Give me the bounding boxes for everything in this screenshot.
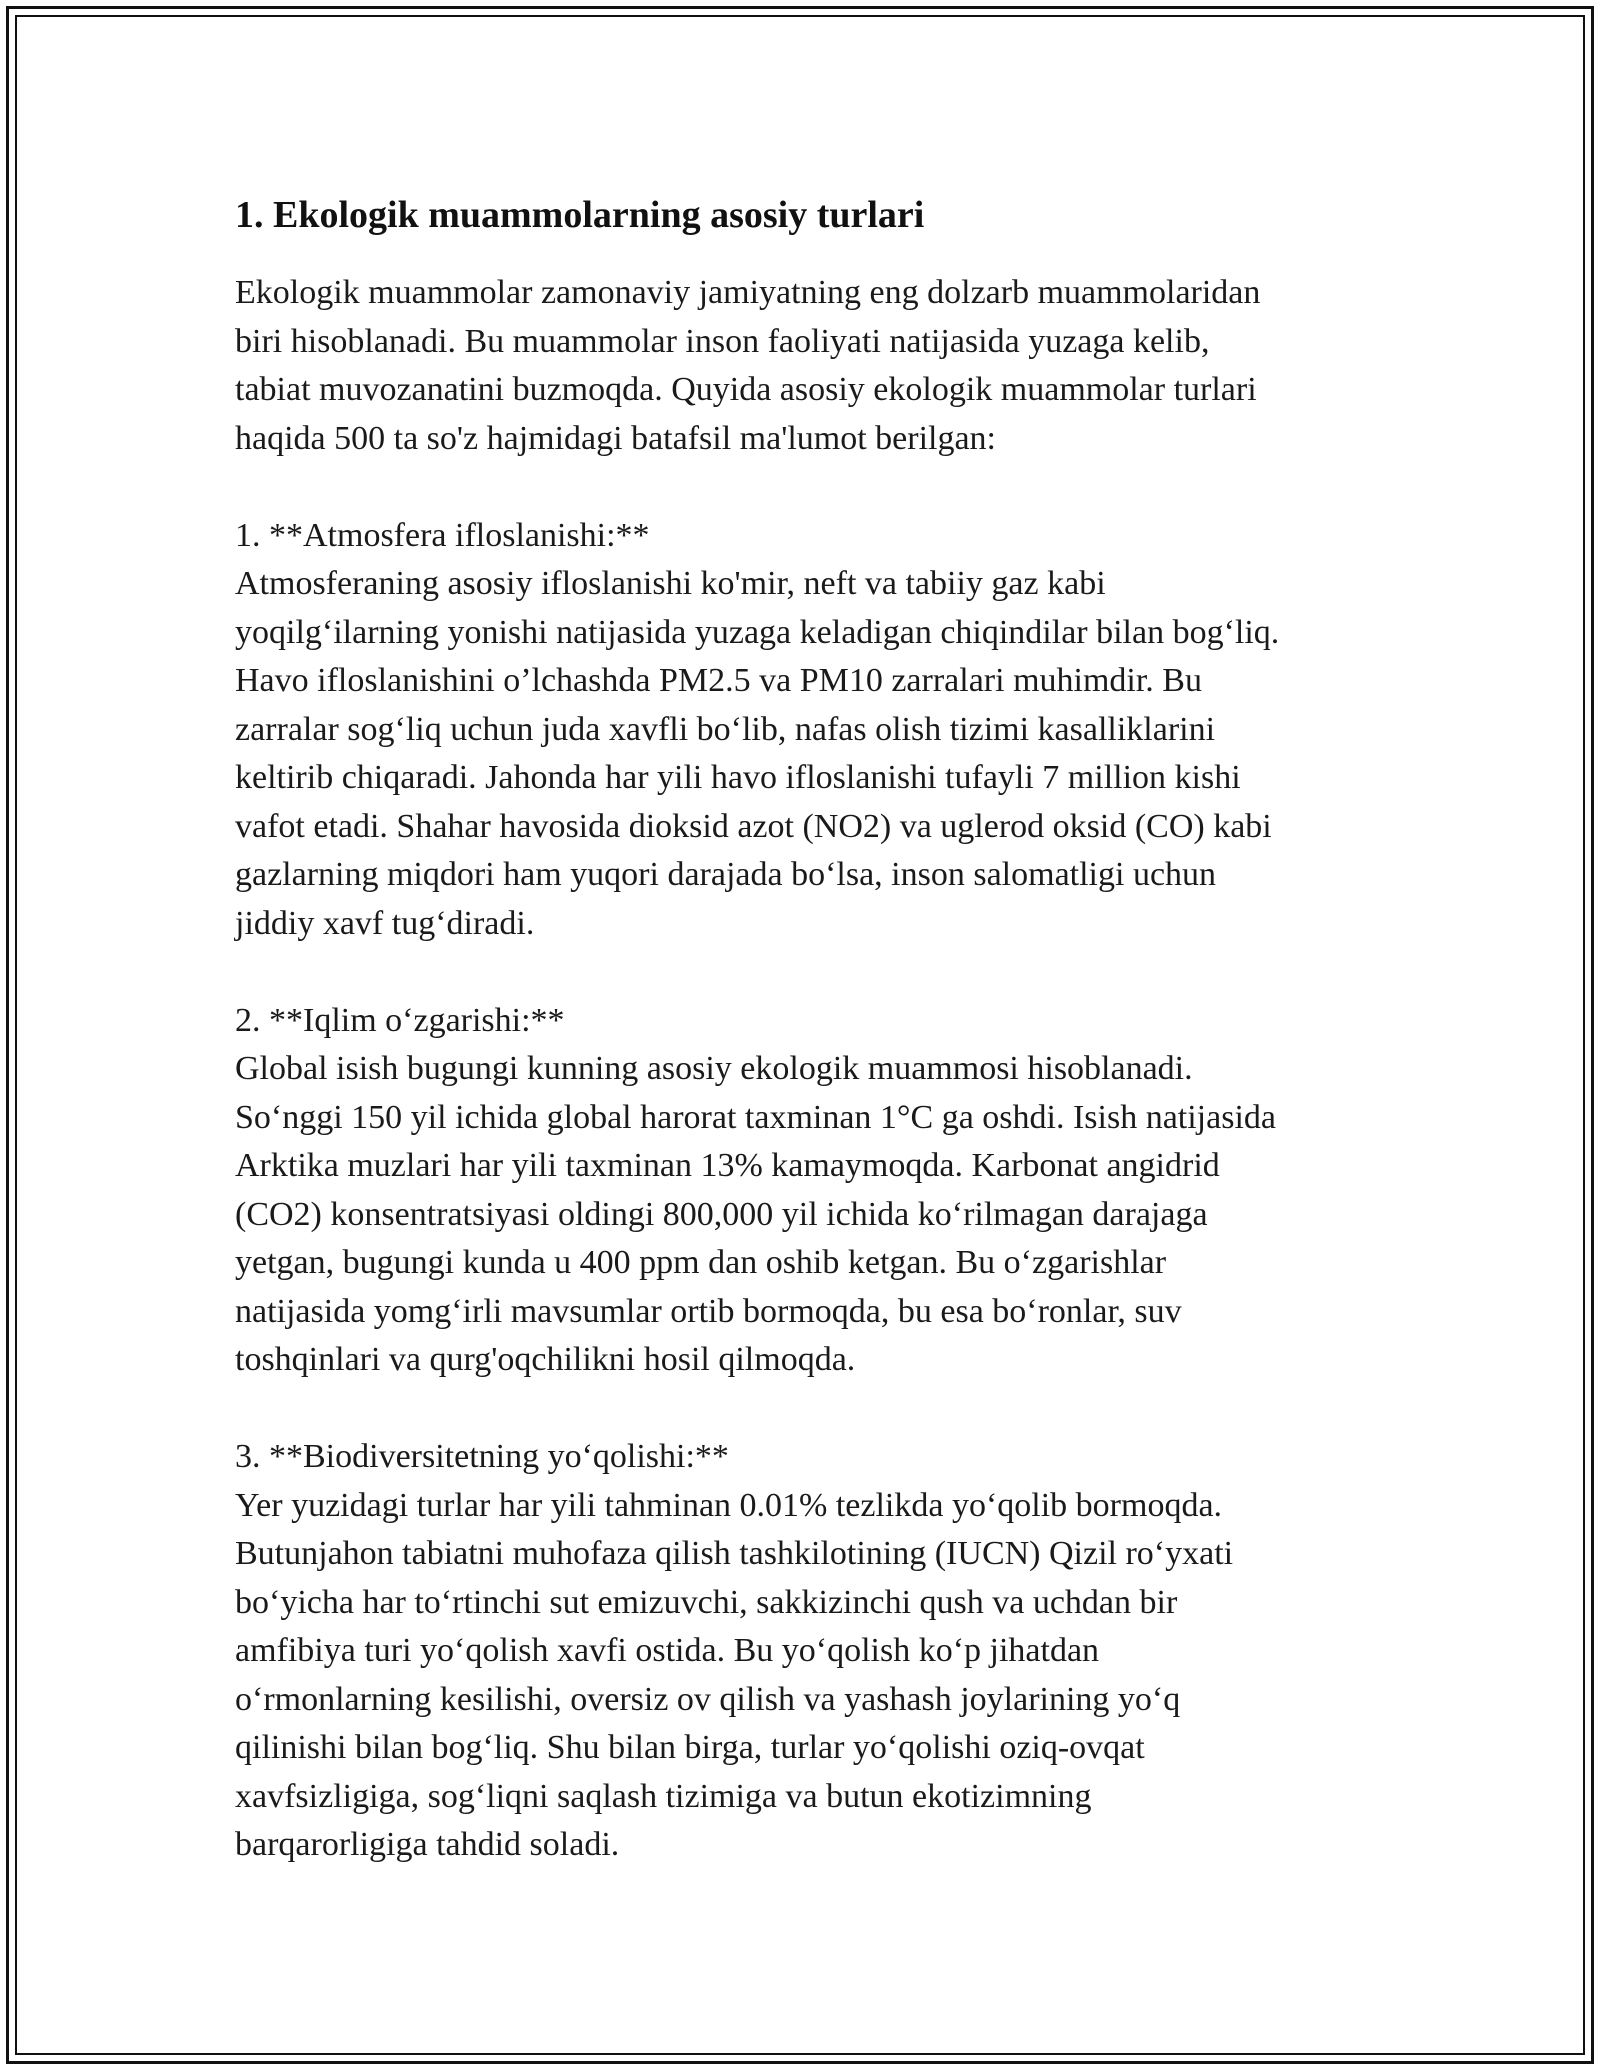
section-heading: 1. **Atmosfera ifloslanishi:** (235, 516, 650, 554)
section-climate (235, 997, 1385, 1385)
section-line: qilinishi bilan bog‘liq. Shu bilan birga, turlar yo‘qolishi oziq-ovqat (235, 1729, 1145, 1766)
paragraph-gap (235, 948, 1385, 997)
section-line: (CO2) konsentratsiyasi oldingi 800,000 yil ichida ko‘rilmagan darajaga (235, 1195, 1208, 1233)
document-body (235, 187, 1385, 1870)
section-line: bo‘yicha har to‘rtinchi sut emizuvchi, sakkizinchi qush va uchdan bir (235, 1583, 1178, 1621)
section-line: keltirib chiqaradi. Jahonda har yili havo ifloslanishi tufayli 7 million kishi (235, 759, 1241, 796)
intro-paragraph (235, 269, 1385, 463)
intro-line: tabiat muvozanatini buzmoqda. Quyida asosiy ekologik muammolar turlari (235, 371, 1257, 408)
section-line: zarralar sog‘liq uchun juda xavfli bo‘lib, nafas olish tizimi kasalliklarini (235, 710, 1216, 748)
page-title: 1. Ekologik muammolarning asosiy turlari (235, 194, 925, 236)
section-line: yetgan, bugungi kunda u 400 ppm dan oshib ketgan. Bu o‘zgarishlar (235, 1244, 1167, 1281)
section-heading: 2. **Iqlim o‘zgarishi:** (235, 1001, 565, 1039)
intro-line: haqida 500 ta so'z hajmidagi batafsil ma'lumot berilgan: (235, 419, 996, 457)
intro-line: biri hisoblanadi. Bu muammolar inson faoliyati natijasida yuzaga kelib, (235, 322, 1210, 360)
section-line: gazlarning miqdori ham yuqori darajada bo‘lsa, inson salomatligi uchun (235, 856, 1217, 893)
section-line: So‘nggi 150 yil ichida global harorat taxminan 1°C ga oshdi. Isish natijasida (235, 1098, 1276, 1136)
section-line: yoqilg‘ilarning yonishi natijasida yuzaga keladigan chiqindilar bilan bog‘liq. (235, 613, 1280, 651)
intro-line: Ekologik muammolar zamonaviy jamiyatning eng dolzarb muammolaridan (235, 274, 1261, 311)
section-line: barqarorligiga tahdid soladi. (235, 1826, 620, 1863)
section-atmosphere (235, 512, 1385, 949)
section-line: vafot etadi. Shahar havosida dioksid azot (NO2) va uglerod oksid (CO) kabi (235, 807, 1272, 845)
section-line: o‘rmonlarning kesilishi, oversiz ov qilish va yashash joylarining yo‘q (235, 1680, 1181, 1718)
section-line: jiddiy xavf tug‘diradi. (235, 904, 535, 942)
section-line: Yer yuzidagi turlar har yili tahminan 0.01% tezlikda yo‘qolib bormoqda. (235, 1486, 1223, 1524)
section-line: xavfsizligiga, sog‘liqni saqlash tizimiga va butun ekotizimning (235, 1777, 1092, 1815)
section-line: Global isish bugungi kunning asosiy ekologik muammosi hisoblanadi. (235, 1050, 1193, 1087)
section-heading: 3. **Biodiversitetning yo‘qolishi:** (235, 1438, 729, 1475)
paragraph-gap (235, 1385, 1385, 1434)
section-biodiversity (235, 1433, 1385, 1870)
section-line: Atmosferaning asosiy ifloslanishi ko'mir, neft va tabiiy gaz kabi (235, 565, 1106, 602)
section-line: toshqinlari va qurg'oqchilikni hosil qilmoqda. (235, 1341, 856, 1378)
section-line: Arktika muzlari har yili taxminan 13% kamaymoqda. Karbonat angidrid (235, 1147, 1220, 1184)
section-line: Butunjahon tabiatni muhofaza qilish tashkilotining (IUCN) Qizil ro‘yxati (235, 1535, 1234, 1572)
section-line: amfibiya turi yo‘qolish xavfi ostida. Bu yo‘qolish ko‘p jihatdan (235, 1632, 1100, 1669)
section-line: natijasida yomg‘irli mavsumlar ortib bormoqda, bu esa bo‘ronlar, suv (235, 1292, 1182, 1330)
section-line: Havo ifloslanishini o’lchashda PM2.5 va PM10 zarralari muhimdir. Bu (235, 662, 1202, 699)
paragraph-gap (235, 463, 1385, 512)
